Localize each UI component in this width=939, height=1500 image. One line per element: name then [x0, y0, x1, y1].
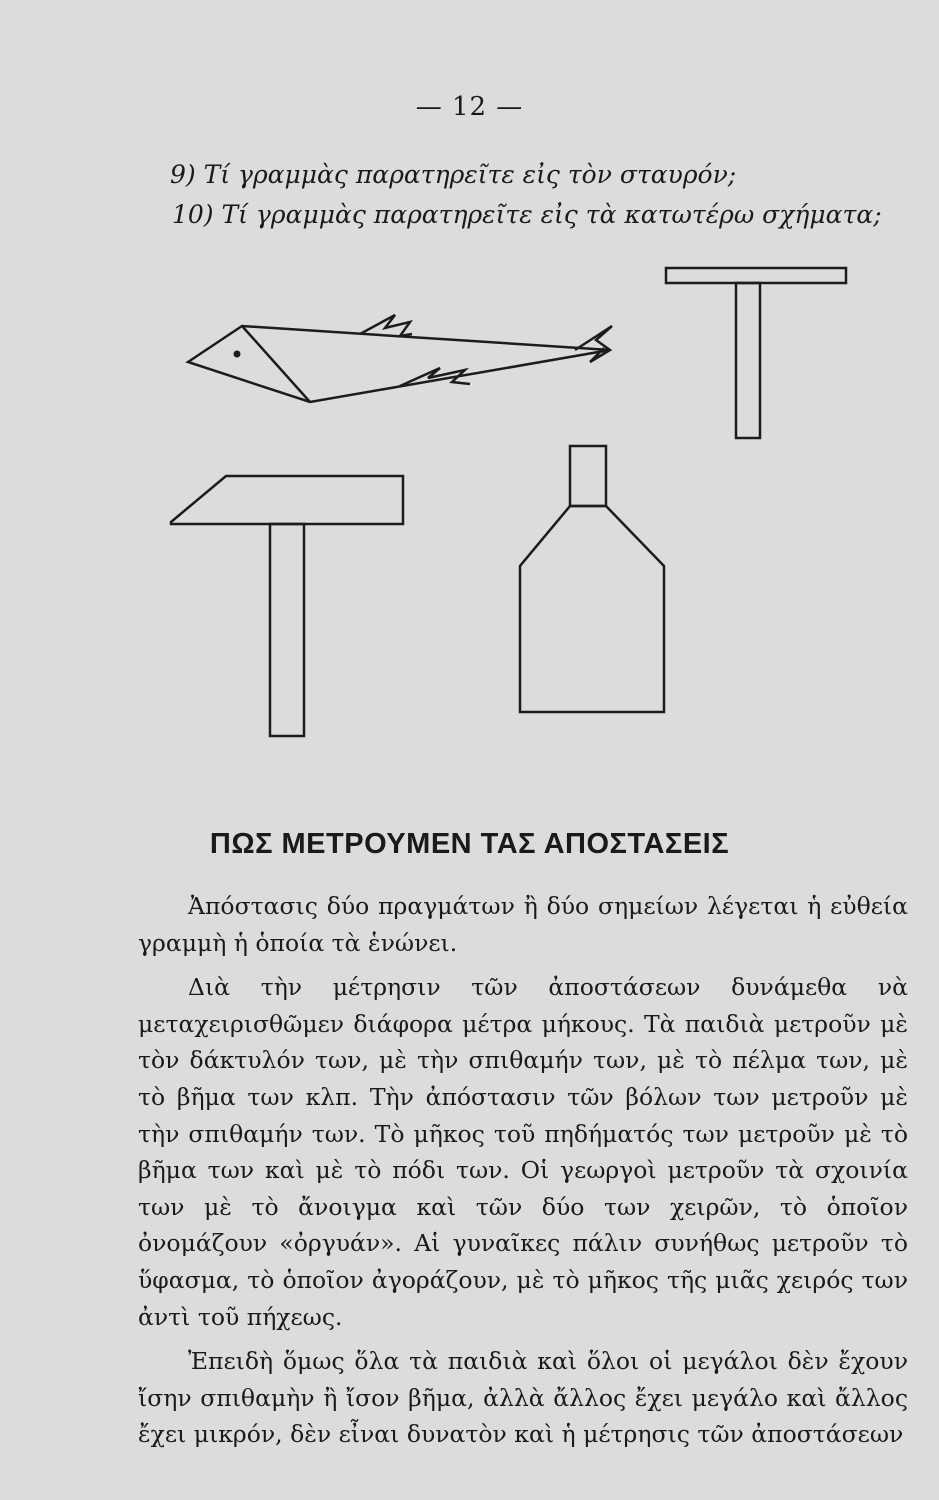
- fish-figure: [188, 315, 612, 402]
- question-9: 9) Τί γραμμὰς παρατηρεῖτε εἰς τὸν σταυρόν;: [170, 160, 737, 189]
- paragraph-3: Ἐπειδὴ ὅμως ὅλα τὰ παιδιὰ καὶ ὅλοι οἱ μεγάλοι δὲν ἔχουν ἴσην σπιθαμὴν ἢ ἴσον βῆμα, ἀλλὰ ἄλλος ἔχει μεγάλο καὶ ἄλλος ἔχει μικρόν, δὲν εἶναι δυνατὸν καὶ ἡ μέτρησις τῶν ἀποστάσεων: [138, 1347, 908, 1449]
- hammer-figure: [171, 476, 403, 736]
- t-shape-figure: [666, 268, 846, 438]
- question-10: 10) Τί γραμμὰς παρατηρεῖτε εἰς τὰ κατωτέρω σχήματα;: [172, 200, 882, 229]
- fish-eye-icon: [234, 351, 241, 358]
- body-text: [138, 888, 908, 1453]
- page-number: — 12 —: [415, 92, 524, 122]
- paragraph-1: Ἀπόστασις δύο πραγμάτων ἢ δύο σημείων λέγεται ἡ εὐθεία γραμμὴ ἡ ὁποία τὰ ἑνώνει.: [138, 892, 908, 957]
- paragraph-2: Διὰ τὴν μέτρησιν τῶν ἀποστάσεων δυνάμεθα νὰ μεταχειρισθῶμεν διάφορα μέτρα μήκους. Τὰ παιδιὰ μετροῦν μὲ τὸν δάκτυλόν των, μὲ τὴν σπιθαμήν των, μὲ τὸ πέλμα των, μὲ τὸ βῆμα των κλπ. Τὴν ἀπόστασιν τῶν βόλων των μετροῦν μὲ τὴν σπιθαμήν των. Τὸ μῆκος τοῦ πηδήματός των μετροῦν μὲ τὸ βῆμα των καὶ μὲ τὸ πόδι των. Οἱ γεωργοὶ μετροῦν τὰ σχοινία των μὲ τὸ ἄνοιγμα καὶ τῶν δύο των χειρῶν, τὸ ὁποῖον ὀνομάζουν «ὀργυάν». Αἱ γυναῖκες πάλιν συνήθως μετροῦν τὸ ὕφασμα, τὸ ὁποῖον ἀγοράζουν, μὲ τὸ μῆκος τῆς μιᾶς χειρός των ἀντὶ τοῦ πήχεως.: [138, 973, 908, 1331]
- bottle-figure: [520, 446, 664, 712]
- section-heading: ΠΩΣ ΜΕΤΡΟΥΜΕΝ ΤΑΣ ΑΠΟΣΤΑΣΕΙΣ: [209, 828, 730, 860]
